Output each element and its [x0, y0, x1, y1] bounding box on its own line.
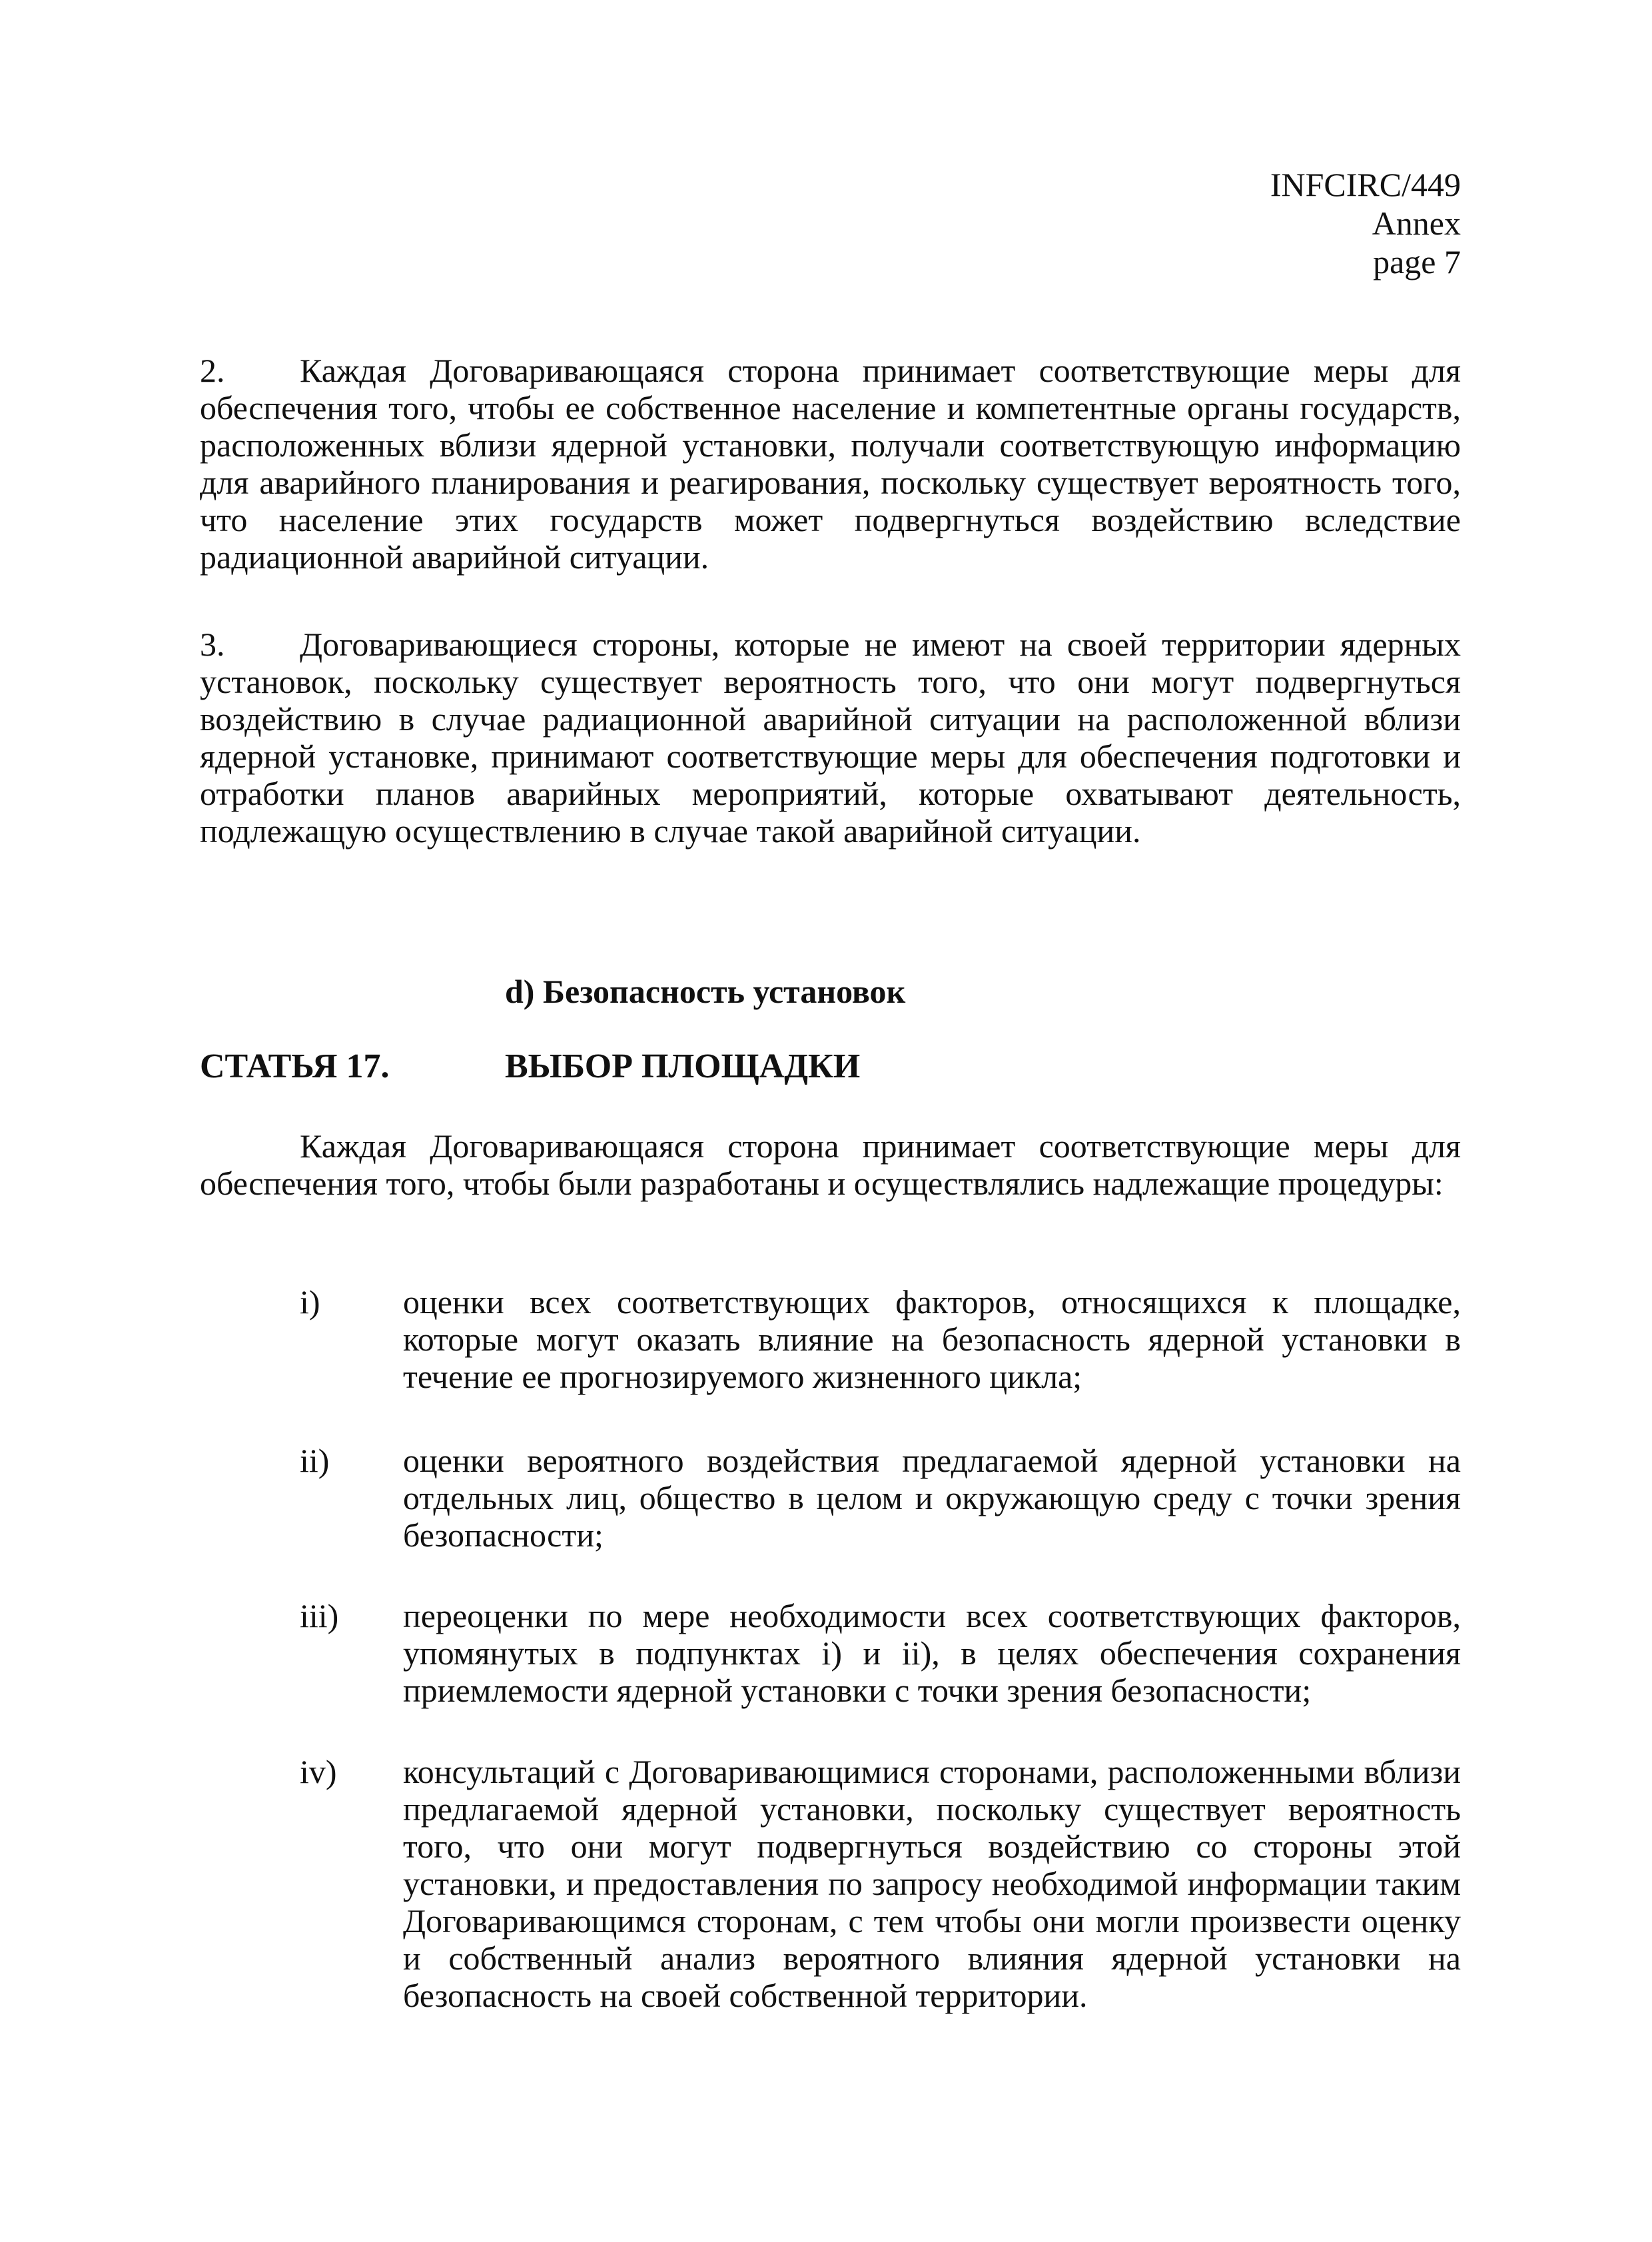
- list-marker: iii): [300, 1597, 339, 1634]
- article-intro: [200, 1127, 1461, 1202]
- article-number: СТАТЬЯ 17.: [200, 1047, 390, 1085]
- list-marker: iv): [300, 1753, 337, 1790]
- section-heading: d) Безопасность установок: [505, 973, 906, 1010]
- paragraph-number: 3.: [200, 626, 225, 663]
- article-intro-text: Каждая Договаривающаяся сторона принимает соответствующие меры для обеспечения того, чтобы были разработаны и осуществлялись надлежащие процедуры:: [200, 1127, 1461, 1202]
- paragraph-text: Каждая Договаривающаяся сторона принимает соответствующие меры для обеспечения того, чтобы ее собственное население и компетентные органы государств, расположенных вблизи ядерной установки, получали соответствующую информацию для аварийного планирования и реагирования, поскольку существует вероятность того, что население этих государств может подвергнуться воздействию вследствие радиационной аварийной ситуации.: [200, 352, 1461, 576]
- list-marker: i): [300, 1283, 320, 1321]
- page-header: [1270, 165, 1461, 281]
- paragraph-text: Договаривающиеся стороны, которые не имеют на своей территории ядерных установок, поскольку существует вероятность того, что они могут подвергнуться воздействию в случае радиационной аварийной ситуации на расположенной вблизи ядерной установке, принимают соответствующие меры для обеспечения подготовки и отработки планов аварийных мероприятий, которые охватывают деятельность, подлежащую осуществлению в случае такой аварийной ситуации.: [200, 626, 1461, 849]
- list-marker: ii): [300, 1442, 330, 1479]
- list-item-text: оценки вероятного воздействия предлагаемой ядерной установки на отдельных лиц, общество в целом и окружающую среду с точки зрения безопасности;: [403, 1442, 1461, 1554]
- article-title: ВЫБОР ПЛОЩАДКИ: [505, 1047, 861, 1085]
- list-item-text: оценки всех соответствующих факторов, относящихся к площадке, которые могут оказать влияние на безопасность ядерной установки в течение ее прогнозируемого жизненного цикла;: [403, 1283, 1461, 1395]
- doc-code: INFCIRC/449: [1270, 166, 1461, 203]
- list-item-iv: [200, 1753, 1461, 2014]
- paragraph-2: [200, 352, 1461, 576]
- page-number: page 7: [1373, 243, 1461, 280]
- list-item-text: консультаций с Договаривающимися сторонами, расположенными вблизи предлагаемой ядерной установки, поскольку существует вероятность того, что они могут подвергнуться воздействию со стороны этой установки, и предоставления по запросу необходимой информации таким Договаривающимся сторонам, с тем чтобы они могли произвести оценку и собственный анализ вероятного влияния ядерной установки на безопасность на своей собственной территории.: [403, 1753, 1461, 2014]
- list-item-text: переоценки по мере необходимости всех соответствующих факторов, упомянутых в подпунктах i) и ii), в целях обеспечения сохранения приемлемости ядерной установки с точки зрения безопасности;: [403, 1597, 1461, 1709]
- paragraph-3: [200, 626, 1461, 849]
- paragraph-number: 2.: [200, 352, 225, 389]
- list-item-i: [200, 1283, 1461, 1395]
- list-item-ii: [200, 1442, 1461, 1554]
- annex-label: Annex: [1372, 205, 1461, 242]
- list-item-iii: [200, 1597, 1461, 1709]
